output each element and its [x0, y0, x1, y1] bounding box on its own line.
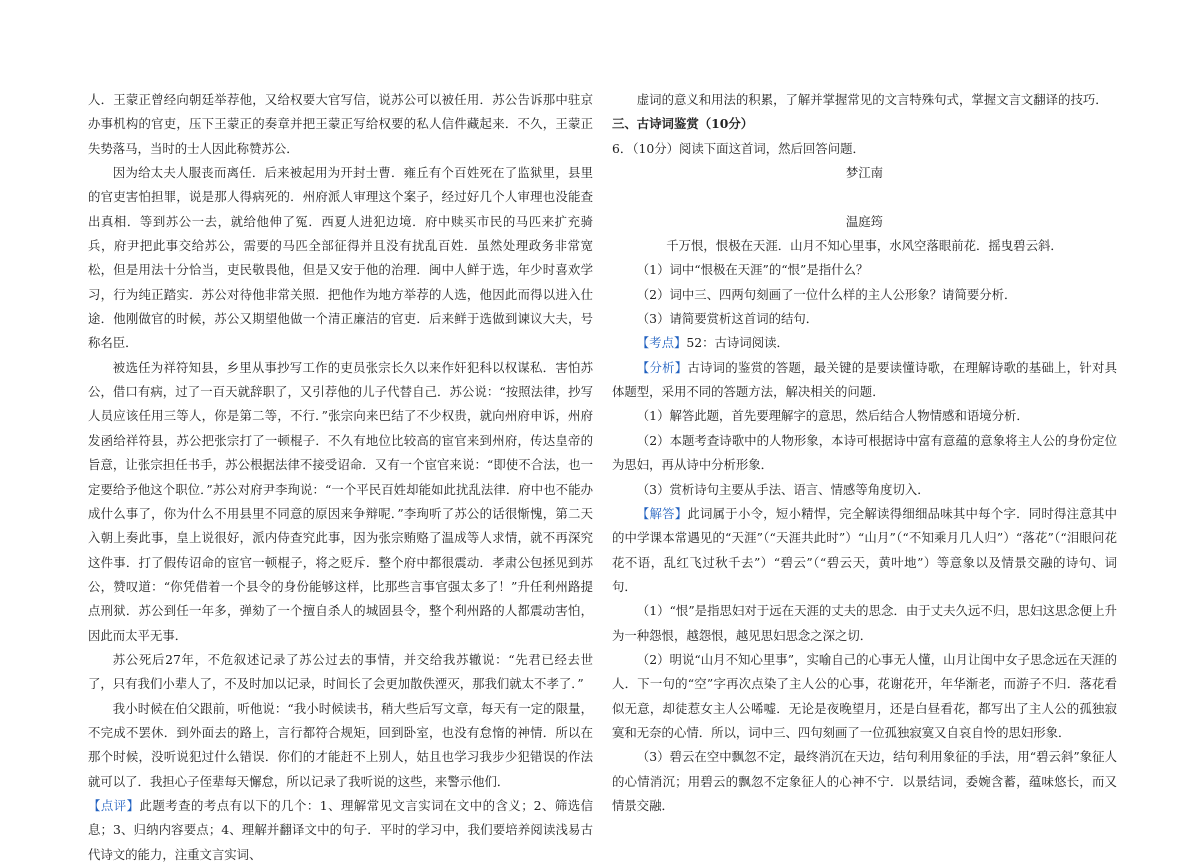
fenxi-tag: 【分析】	[636, 359, 688, 375]
paragraph: 人．王蒙正曾经向朝廷举荐他，又给权要大官写信，说苏公可以被任用．苏公告诉那中驻京办事机构的官吏，压下王蒙正的奏章并把王蒙正写给权要的私人信件藏起来．不久，王蒙正失势落马，当时的士人因此称赞苏公．	[88, 92, 593, 156]
analysis-item: （3）赏析诗句主要从手法、语言、情感等角度切入．	[636, 481, 930, 497]
paragraph: 苏公死后27年，不危叙述记录了苏公过去的事情，并交给我苏辙说：“先君已经去世了，只有我们小辈人了，不及时加以记录，时间长了会更加散佚湮灭，那我们就太不孝了．”	[88, 651, 593, 692]
fenxi-text: 古诗词的鉴赏的答题，最关键的是要读懂诗歌，在理解诗歌的基础上，针对具体题型，采用不同的答题方法，解决相关的问题．	[612, 359, 1118, 400]
sub-question: （2）词中三、四两句刻画了一位什么样的主人公形象？请简要分析．	[636, 286, 1017, 302]
answer-item: （3）碧云在空中飘忽不定，最终消沉在天边，结句利用象征的手法，用“碧云斜”象征人的心情消沉；用碧云的飘忽不定象征人的心神不宁．以景结词，委婉含蓄，蕴味悠长，而又情景交融．	[612, 749, 1117, 813]
comment-tag: 【点评】	[88, 797, 140, 813]
jieda-paragraph	[612, 502, 1117, 599]
right-column	[612, 88, 1117, 818]
jieda-tag: 【解答】	[636, 505, 688, 521]
question-stem: 6．（10分）阅读下面这首词，然后回答问题．	[612, 140, 865, 156]
paragraph: 虚词的意义和用法的积累，了解并掌握常见的文言特殊句式，掌握文言文翻译的技巧．	[636, 92, 1108, 107]
spacer	[612, 185, 1117, 209]
section-heading: 三、古诗词鉴赏（10分）	[612, 116, 754, 132]
comment-text: 此题考查的考点有以下的几个：1、理解常见文言实词在文中的含义；2、筛选信息；3、归纳内容要点；4、理解并翻译文中的句子．平时的学习中，我们要培养阅读浅易古代诗文的能力，注重文言实词、	[88, 797, 593, 862]
kaodian-tag: 【考点】	[636, 335, 687, 351]
poem-title: 梦江南	[845, 165, 884, 181]
sub-question: （1）词中“恨极在天涯”的“恨”是指什么？	[636, 262, 869, 278]
sub-question: （3）请简要赏析这首词的结句．	[636, 311, 819, 327]
kaodian-text: 52：古诗词阅读．	[686, 335, 789, 351]
analysis-item: （2）本题考查诗歌中的人物形象，本诗可根据诗中富有意蕴的意象将主人公的身份定位为思妇，再从诗中分析形象．	[612, 432, 1117, 473]
answer-item: （2）明说“山月不知心里事”，实喻自己的心事无人懂，山月让闺中女子思念远在天涯的人．下一句的“空”字再次点染了主人公的心事，花谢花开，年华渐老，而游子不归．落花看似无意，却徒惹女主人公唏嘘．无论是夜晚望月，还是白昼看花，都写出了主人公的孤独寂寞和无奈的心情．所以，词中三、四句刻画了一位孤独寂寞又自哀自怜的思妇形象．	[612, 651, 1117, 740]
poem-author: 温庭筠	[845, 213, 884, 229]
kaodian-paragraph	[612, 331, 1117, 355]
left-column	[88, 88, 593, 867]
jieda-text: 此词属于小令，短小精悍，完全解读得细细品味其中每个字．同时得注意其中的中学课本常遇见的“天涯”（“天涯共此时”）“山月”（“不知乘月几人归”）“落花”（“泪眼问花花不语，乱红飞过秋千去”）“碧云”（“碧云天，黄叶地”）等意象以及情景交融的诗句、词句．	[612, 505, 1118, 594]
paragraph: 被选任为祥符知县，乡里从事抄写工作的吏员张宗长久以来作奸犯科以权谋私．害怕苏公，借口有病，过了一百天就辞职了，又引荐他的儿子代替自己．苏公说：“按照法律，抄写人员应该任用三等人，你是第二等，不行．”张宗向来巴结了不少权贵，就向州府申诉，州府发函给祥符县，苏公把张宗打了一顿棍子．不久有地位比较高的宦官来到州府，传达皇帝的旨意，让张宗担任书手，苏公根据法律不接受诏命．又有一个宦官来说：“即使不合法，也一定要给予他这个职位．”苏公对府尹李珣说：“一个平民百姓却能如此扰乱法律．府中也不能办成什么事了，你为什么不用县里不同意的原因来争辩呢．”李珣听了苏公的话很惭愧，第二天入朝上奏此事，皇上说很好，派内侍查究此事，因为张宗贿赂了温成等人求情，就不再深究这件事．打了假传诏命的宦官一顿棍子，将之贬斥．整个府中都很震动．孝肃公包拯见到苏公，赞叹道：“你凭借着一个县令的身份能够这样，比那些言事官强太多了！”升任利州路提点刑狱．苏公到任一年多，弹劾了一个擅自杀人的城固县令，整个利州路的人都震动害怕，因此而太平无事．	[88, 359, 593, 643]
comment-paragraph	[88, 794, 593, 867]
analysis-item: （1）解答此题，首先要理解字的意思，然后结合人物情感和语境分析．	[636, 408, 1029, 424]
paragraph: 我小时候在伯父跟前，听他说：“我小时候读书，稍大些后写文章，每天有一定的限量，不完成不罢休．到外面去的路上，言行都符合规矩，回到卧室，也没有怠惰的神情．所以在那个时候，没听说犯过什么错误．你们的才能赶不上别人，姑且也学习我步少犯错误的作法就可以了．我担心子侄辈每天懈怠，所以记录了我听说的这些，来警示他们．	[88, 700, 593, 789]
paragraph: 因为给太夫人服丧而离任．后来被起用为开封士曹．雍丘有个百姓死在了监狱里，县里的官吏害怕担罪，说是那人得病死的．州府派人审理这个案子，经过好几个人审理也没能查出真相．等到苏公一去，就给他伸了冤．西夏人进犯边境．府中赎买市民的马匹来扩充骑兵，府尹把此事交给苏公，需要的马匹全部征得并且没有扰乱百姓．虽然处理政务非常宽松，但是用法十分恰当，吏民敬畏他，但是又安于他的治理．闽中人鲜于选，年少时喜欢学习，行为纯正踏实．苏公对待他非常关照．把他作为地方举荐的人选，他因此而得以进入仕途．他刚做官的时候，苏公又期望他做一个清正廉洁的官吏．后来鲜于选做到谏议大夫，号称名臣．	[88, 165, 593, 351]
answer-item: （1）“恨”是指思妇对于远在天涯的丈夫的思念．由于丈夫久远不归，思妇这思念便上升为一种怨恨，越怨恨，越见思妇思念之深之切．	[612, 603, 1117, 643]
poem-text: 千万恨，恨极在天涯．山月不知心里事，水风空落眼前花．摇曳碧云斜．	[666, 238, 1063, 254]
fenxi-paragraph	[612, 356, 1117, 405]
